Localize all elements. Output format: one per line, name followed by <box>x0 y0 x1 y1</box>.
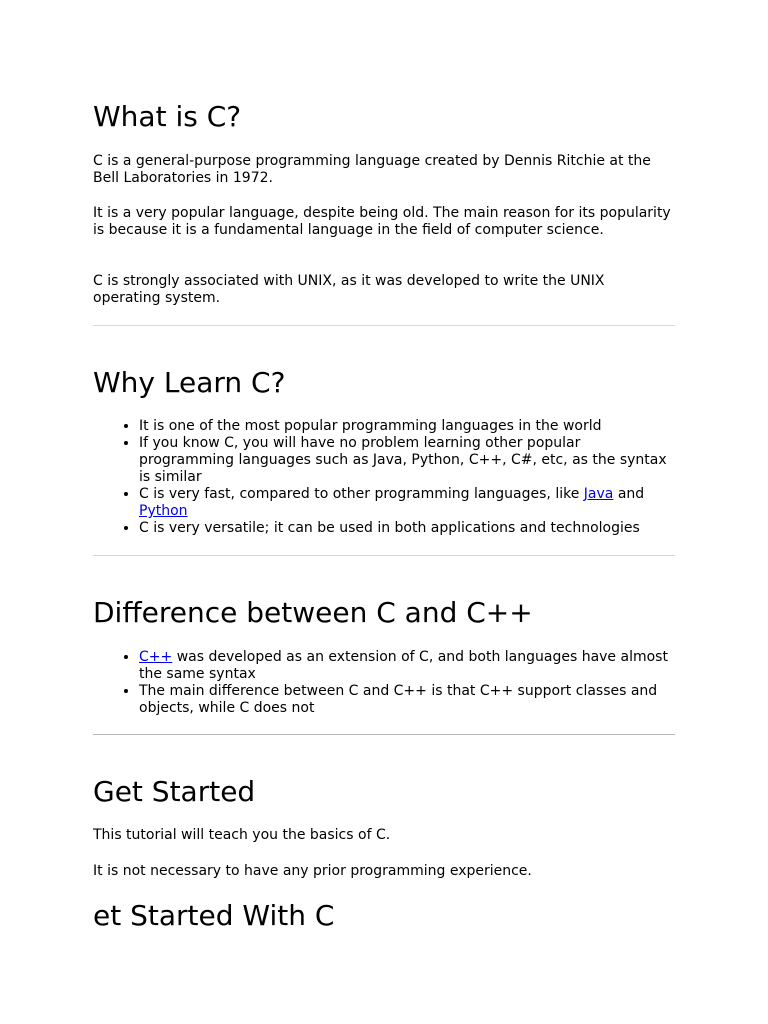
list-item-text: C is very fast, compared to other programming languages, like <box>139 486 580 502</box>
list-item <box>139 486 675 520</box>
java-link[interactable]: Java <box>583 486 614 502</box>
list-item-text: and <box>617 486 645 502</box>
paragraph-start-1: This tutorial will teach you the basics of C. <box>93 827 391 843</box>
paragraph-what-1: C is a general-purpose programming language created by Dennis Ritchie at the Bell Laboratories in 1972. <box>93 153 651 186</box>
list-item-text: was developed as an extension of C, and both languages have almost the same syntax <box>139 649 668 682</box>
paragraph-start-2: It is not necessary to have any prior programming experience. <box>93 863 532 879</box>
section-divider <box>93 325 675 326</box>
paragraph-what-3: C is strongly associated with UNIX, as it was developed to write the UNIX operating system. <box>93 273 605 306</box>
heading-get-started-with-c: et Started With C <box>93 899 335 932</box>
section-divider <box>93 555 675 556</box>
heading-difference-c-cpp: Difference between C and C++ <box>93 596 533 629</box>
paragraph-what-2: It is a very popular language, despite being old. The main reason for its popularity is because it is a fundamental language in the field of computer science. <box>93 205 671 238</box>
list-item: • C is very versatile; it can be used in both applications and technologies <box>139 520 675 537</box>
list-item: • If you know C, you will have no problem learning other popular programming languages such as Java, Python, C++, C#, etc, as the syntax is similar <box>139 435 675 486</box>
list-item: • The main difference between C and C++ is that C++ support classes and objects, while C does not <box>139 683 675 717</box>
list-item: • It is one of the most popular programming languages in the world <box>139 418 675 435</box>
cpp-link[interactable]: C++ <box>139 649 173 665</box>
section-divider <box>93 734 675 735</box>
list-item <box>139 649 675 683</box>
difference-list <box>93 649 675 717</box>
why-learn-list <box>93 418 675 537</box>
heading-why-learn-c: Why Learn C? <box>93 366 286 399</box>
heading-get-started: Get Started <box>93 775 256 808</box>
heading-what-is-c: What is C? <box>93 100 242 133</box>
python-link[interactable]: Python <box>139 503 188 519</box>
